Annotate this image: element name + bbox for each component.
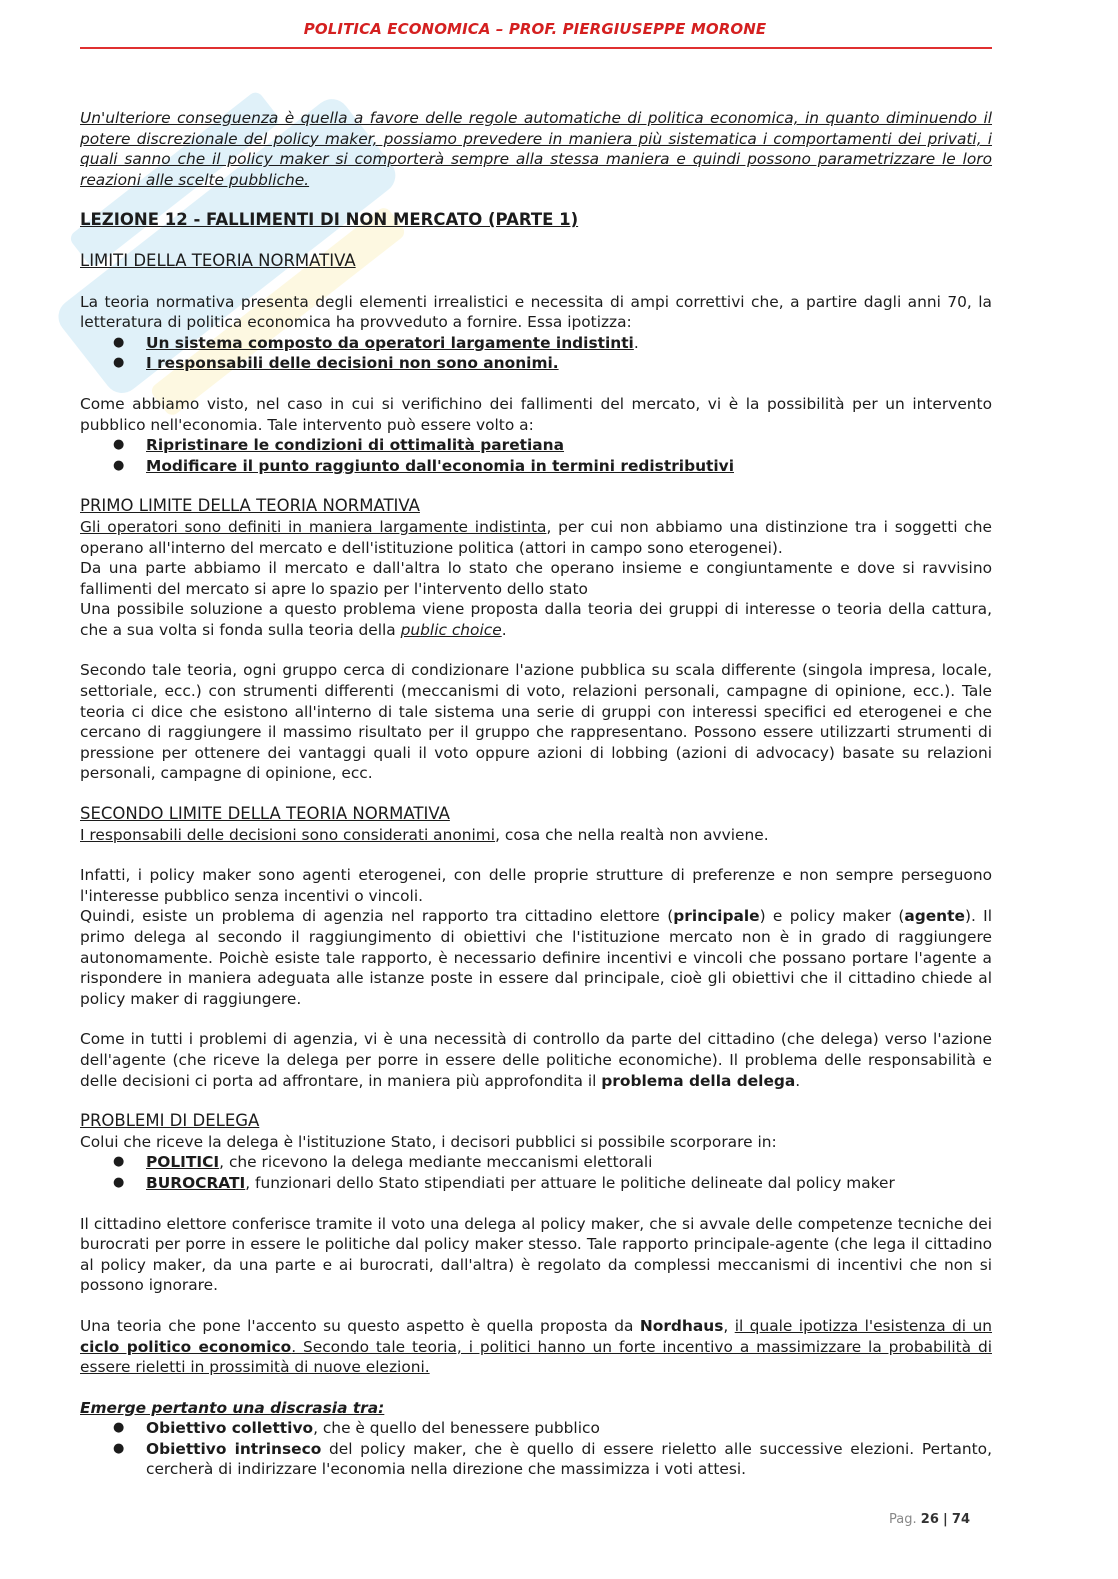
list-item: ● Obiettivo collettivo, che è quello del benessere pubblico xyxy=(80,1418,992,1439)
document-body xyxy=(80,108,992,1480)
list-item: ● Obiettivo intrinseco del policy maker, che è quello di essere rieletto alle successive elezioni. Pertanto, cercherà di indirizzare l'economia nella direzione che massimizza i voti attesi. xyxy=(80,1439,992,1480)
decisori-bullet-list xyxy=(80,1152,992,1193)
primo-paragraph-4: Secondo tale teoria, ogni gruppo cerca di condizionare l'azione pubblica su scala differente (singola impresa, locale, settoriale, ecc.) con strumenti differenti (meccanismi di voto, relazioni personali, campagne di opinione, ecc.). Tale teoria ci dice che esistono all'interno di tale sistema una serie di gruppi con interessi specifici ed eterogenei e che cercano di raggiungere il massimo risultato per il gruppo che rappresentano. Possono essere utilizzarti strumenti di pressione per ottenere dei vantaggi quali il voto oppure azioni di lobbing (azioni di advocacy) basate su relazioni personali, campagne di opinione, ecc. xyxy=(80,661,992,783)
list-item: ● POLITICI, che ricevono la delega mediante meccanismi elettorali xyxy=(80,1152,992,1173)
obiettivi-bullet-list xyxy=(80,1418,992,1480)
list-item: ● BUROCRATI, funzionari dello Stato stipendiati per attuare le politiche delineate dal policy maker xyxy=(80,1173,992,1194)
header-divider xyxy=(80,47,992,49)
primo-paragraph-2: Da una parte abbiamo il mercato e dall'altra lo stato che operano insieme e congiuntamente e dove si ravvisino fallimenti del mercato si apre lo spazio per l'intervento dello stato xyxy=(80,559,992,598)
list-item: ● Modificare il punto raggiunto dall'economia in termini redistributivi xyxy=(80,456,992,477)
primo-paragraph-3: Una possibile soluzione a questo problema viene proposta dalla teoria dei gruppi di interesse o teoria della cattura, che a sua volta si fonda sulla teoria della public choice. xyxy=(80,600,992,639)
limiti-bullet-list xyxy=(80,333,992,374)
delega-paragraph-2: Il cittadino elettore conferisce tramite il voto una delega al policy maker, che si avvale delle competenze tecniche dei burocrati per porre in essere le politiche dal policy maker stesso. Tale rapporto principale-agente (che lega il cittadino al policy maker, da una parte e ai burocrati, dall'altra) è regolato da complessi meccanismi di incentivi che non si possono ignorare. xyxy=(80,1214,992,1295)
secondo-paragraph-3: Quindi, esiste un problema di agenzia nel rapporto tra cittadino elettore (principale) e policy maker (agente). Il primo delega al secondo il raggiungimento di obiettivi che l'istituzione mercato non è in grado di raggiungere autonomamente. Poichè esiste tale rapporto, è necessario definire incentivi e vincoli che possano portare l'agente a rispondere in maniera adeguata alle istanze poste in essere dal principale, cioè gli obiettivi che il cittadino chiede al policy maker di raggiungere. xyxy=(80,907,992,1008)
secondo-paragraph-1: I responsabili delle decisioni sono considerati anonimi, cosa che nella realtà non avviene. xyxy=(80,825,769,844)
page-header-title: POLITICA ECONOMICA – PROF. PIERGIUSEPPE MORONE xyxy=(303,20,767,38)
intro-paragraph: Un'ulteriore conseguenza è quella a favore delle regole automatiche di politica economica, in quanto diminuendo il potere discrezionale del policy maker, possiamo prevedere in maniera più sistematica i comportamenti dei privati, i quali sanno che il policy maker si comporterà sempre alla stessa maniera e quindi possono parametrizzare le loro reazioni alle scelte pubbliche. xyxy=(80,109,992,189)
list-item: ● Un sistema composto da operatori largamente indistinti. xyxy=(80,333,992,354)
limiti-paragraph-2: Come abbiamo visto, nel caso in cui si verifichino dei fallimenti del mercato, vi è la possibilità per un intervento pubblico nell'economia. Tale intervento può essere volto a: xyxy=(80,394,992,434)
delega-paragraph-4: Emerge pertanto una discrasia tra: xyxy=(80,1398,385,1417)
intervento-bullet-list xyxy=(80,435,992,476)
delega-paragraph-3: Una teoria che pone l'accento su questo aspetto è quella proposta da Nordhaus, il quale ipotizza l'esistenza di un ciclo politico economico. Secondo tale teoria, i politici hanno un forte incentivo a massimizzare la probabilità di essere rieletti in prossimità di nuove elezioni. xyxy=(80,1316,992,1377)
limiti-paragraph-1: La teoria normativa presenta degli elementi irrealistici e necessita di ampi correttivi che, a partire dagli anni 70, la letteratura di politica economica ha provveduto a fornire. Essa ipotizza: xyxy=(80,292,992,332)
secondo-paragraph-2: Infatti, i policy maker sono agenti eterogenei, con delle proprie strutture di preferenze e non sempre perseguono l'interesse pubblico senza incentivi o vincoli. xyxy=(80,866,992,905)
primo-paragraph-1: Gli operatori sono definiti in maniera largamente indistinta, per cui non abbiamo una distinzione tra i soggetti che operano all'interno del mercato e dell'istituzione politica (attori in campo sono eterogenei). xyxy=(80,517,992,557)
section-heading-primo-limite: PRIMO LIMITE DELLA TEORIA NORMATIVA xyxy=(80,496,420,516)
secondo-paragraph-4: Come in tutti i problemi di agenzia, vi è una necessità di controllo da parte del cittadino (che delega) verso l'azione dell'agente (che riceve la delega per porre in essere delle politiche economiche). Il problema delle responsabilità e delle decisioni ci porta ad affrontare, in maniera più approfondita il problema della delega. xyxy=(80,1030,992,1090)
delega-paragraph-1: Colui che riceve la delega è l'istituzione Stato, i decisori pubblici si possibile scorporare in: xyxy=(80,1132,777,1151)
page-number: Pag. 26 | 74 xyxy=(889,1512,970,1527)
section-heading-limiti: LIMITI DELLA TEORIA NORMATIVA xyxy=(80,250,356,270)
section-heading-delega: PROBLEMI DI DELEGA xyxy=(80,1111,260,1131)
section-heading-secondo-limite: SECONDO LIMITE DELLA TEORIA NORMATIVA xyxy=(80,804,450,824)
lesson-title: LEZIONE 12 - FALLIMENTI DI NON MERCATO (PARTE 1) xyxy=(80,210,579,230)
list-item: ● I responsabili delle decisioni non sono anonimi. xyxy=(80,353,992,374)
list-item: ● Ripristinare le condizioni di ottimalità paretiana xyxy=(80,435,992,456)
